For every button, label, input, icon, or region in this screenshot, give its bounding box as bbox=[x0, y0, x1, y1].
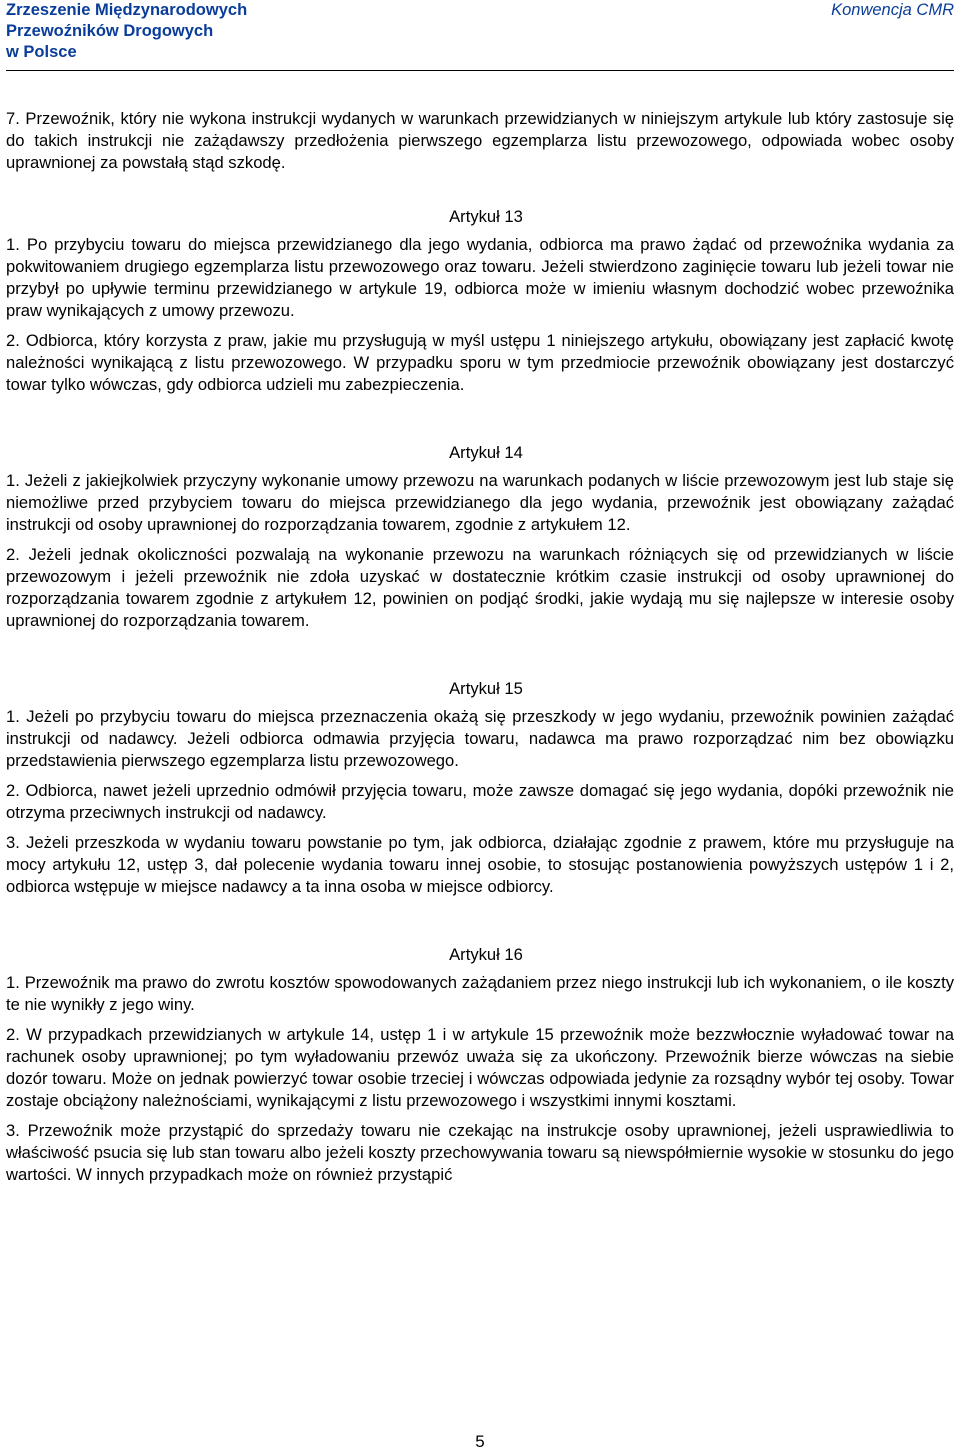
article-15-title: Artykuł 15 bbox=[449, 679, 523, 698]
article-16-paragraph-2: 2. W przypadkach przewidzianych w artykule 14, ustęp 1 i w artykule 15 przewoźnik może bezzwłocznie wyładować towar na rachunek osoby uprawnionej; po tym wyładowaniu przewóz uważa się za ukończony. Przewoźnik bierze wówczas na siebie dozór towaru. Może on jednak powierzyć towar osobie trzeciej i wówczas odpowiada jedynie za rozsądny wybór tej osoby. Towar zostaje obciążony należnościami, wynikającymi z listu przewozowego i wszystkimi innymi kosztami. bbox=[6, 1025, 954, 1110]
organization-name bbox=[6, 0, 247, 63]
article-15-paragraph-3: 3. Jeżeli przeszkoda w wydaniu towaru powstanie po tym, jak odbiorca, działając zgodnie z prawem, które mu przysługuje na mocy artykułu 12, ustęp 3, dał polecenie wydania towaru innej osobie, to stosując postanowienia powyższych ustępów 1 i 2, odbiorca wstępuje w miejsce nadawcy a ta inna osoba w miejsce odbiorcy. bbox=[6, 833, 954, 896]
intro-paragraph: 7. Przewoźnik, który nie wykona instrukcji wydanych w warunkach przewidzianych w niniejszym artykule lub który zastosuje się do takich instrukcji nie zażądawszy przedłożenia pierwszego egzemplarza listu przewozowego, odpowiada wobec osoby uprawnionej za powstałą stąd szkodę. bbox=[6, 109, 954, 172]
article-14-title: Artykuł 14 bbox=[449, 443, 523, 462]
article-13-title: Artykuł 13 bbox=[449, 207, 523, 226]
article-16-paragraph-1: 1. Przewoźnik ma prawo do zwrotu kosztów spowodowanych zażądaniem przez niego instrukcji lub ich wykonaniem, o ile koszty te nie wynikły z jego winy. bbox=[6, 973, 954, 1014]
organization-name-line-2: Przewoźników Drogowych bbox=[6, 22, 214, 40]
page-number: 5 bbox=[475, 1432, 485, 1451]
document-title: Konwencja CMR bbox=[831, 1, 954, 19]
document-body bbox=[6, 108, 954, 1186]
article-16-title: Artykuł 16 bbox=[449, 945, 523, 964]
article-15-paragraph-2: 2. Odbiorca, nawet jeżeli uprzednio odmówił przyjęcia towaru, może zawsze domagać się jego wydania, dopóki przewoźnik nie otrzyma przeciwnych instrukcji od nadawcy. bbox=[6, 781, 954, 822]
organization-name-line-1: Zrzeszenie Międzynarodowych bbox=[6, 1, 248, 19]
organization-name-line-3: w Polsce bbox=[6, 43, 77, 61]
article-14-paragraph-1: 1. Jeżeli z jakiejkolwiek przyczyny wykonanie umowy przewozu na warunkach podanych w liście przewozowym jest lub staje się niemożliwe przed przybyciem towaru do miejsca przewidzianego dla jego wydania, przewoźnik jest obowiązany zażądać instrukcji od osoby uprawnionej do rozporządzania towarem, zgodnie z artykułem 12. bbox=[6, 471, 954, 534]
article-15-paragraph-1: 1. Jeżeli po przybyciu towaru do miejsca przeznaczenia okażą się przeszkody w jego wydaniu, przewoźnik powinien zażądać instrukcji od nadawcy. Jeżeli odbiorca odmawia przyjęcia towaru, nadawca ma prawo rozporządzać nim bez obowiązku przedstawienia pierwszego egzemplarza listu przewozowego. bbox=[6, 707, 954, 770]
article-14-paragraph-2: 2. Jeżeli jednak okoliczności pozwalają na wykonanie przewozu na warunkach różniących się od przewidzianych w liście przewozowym i jeżeli przewoźnik nie zdoła uzyskać w dostatecznie krótkim czasie instrukcji od osoby uprawnionej do rozporządzania towarem zgodnie z artykułem 12, powinien on podjąć środki, jakie wydają mu się najlepsze w interesie osoby uprawnionej do rozporządzania towarem. bbox=[6, 545, 954, 630]
article-13-paragraph-2: 2. Odbiorca, który korzysta z praw, jakie mu przysługują w myśl ustępu 1 niniejszego artykułu, obowiązany jest zapłacić kwotę należności wynikającą z listu przewozowego. W przypadku sporu w tym przedmiocie przewoźnik obowiązany jest dostarczyć towar tylko wówczas, gdy odbiorca udzieli mu zabezpieczenia. bbox=[6, 331, 954, 394]
article-16-paragraph-3: 3. Przewoźnik może przystąpić do sprzedaży towaru nie czekając na instrukcje osoby uprawnionej, jeżeli usprawiedliwia to właściwość psucia się lub stan towaru albo jeżeli koszty przechowywania towaru są niewspółmiernie wysokie w stosunku do jego wartości. W innych przypadkach może on również przystąpić bbox=[6, 1121, 954, 1184]
article-13-paragraph-1: 1. Po przybyciu towaru do miejsca przewidzianego dla jego wydania, odbiorca ma prawo żądać od przewoźnika wydania za pokwitowaniem drugiego egzemplarza listu przewozowego oraz towaru. Jeżeli stwierdzono zaginięcie towaru lub jeżeli towar nie przybył po upływie terminu przewidzianego w artykule 19, odbiorca może w imieniu własnym dochodzić wobec przewoźnika praw wynikających z umowy przewozu. bbox=[6, 235, 954, 320]
page-header bbox=[6, 0, 954, 71]
